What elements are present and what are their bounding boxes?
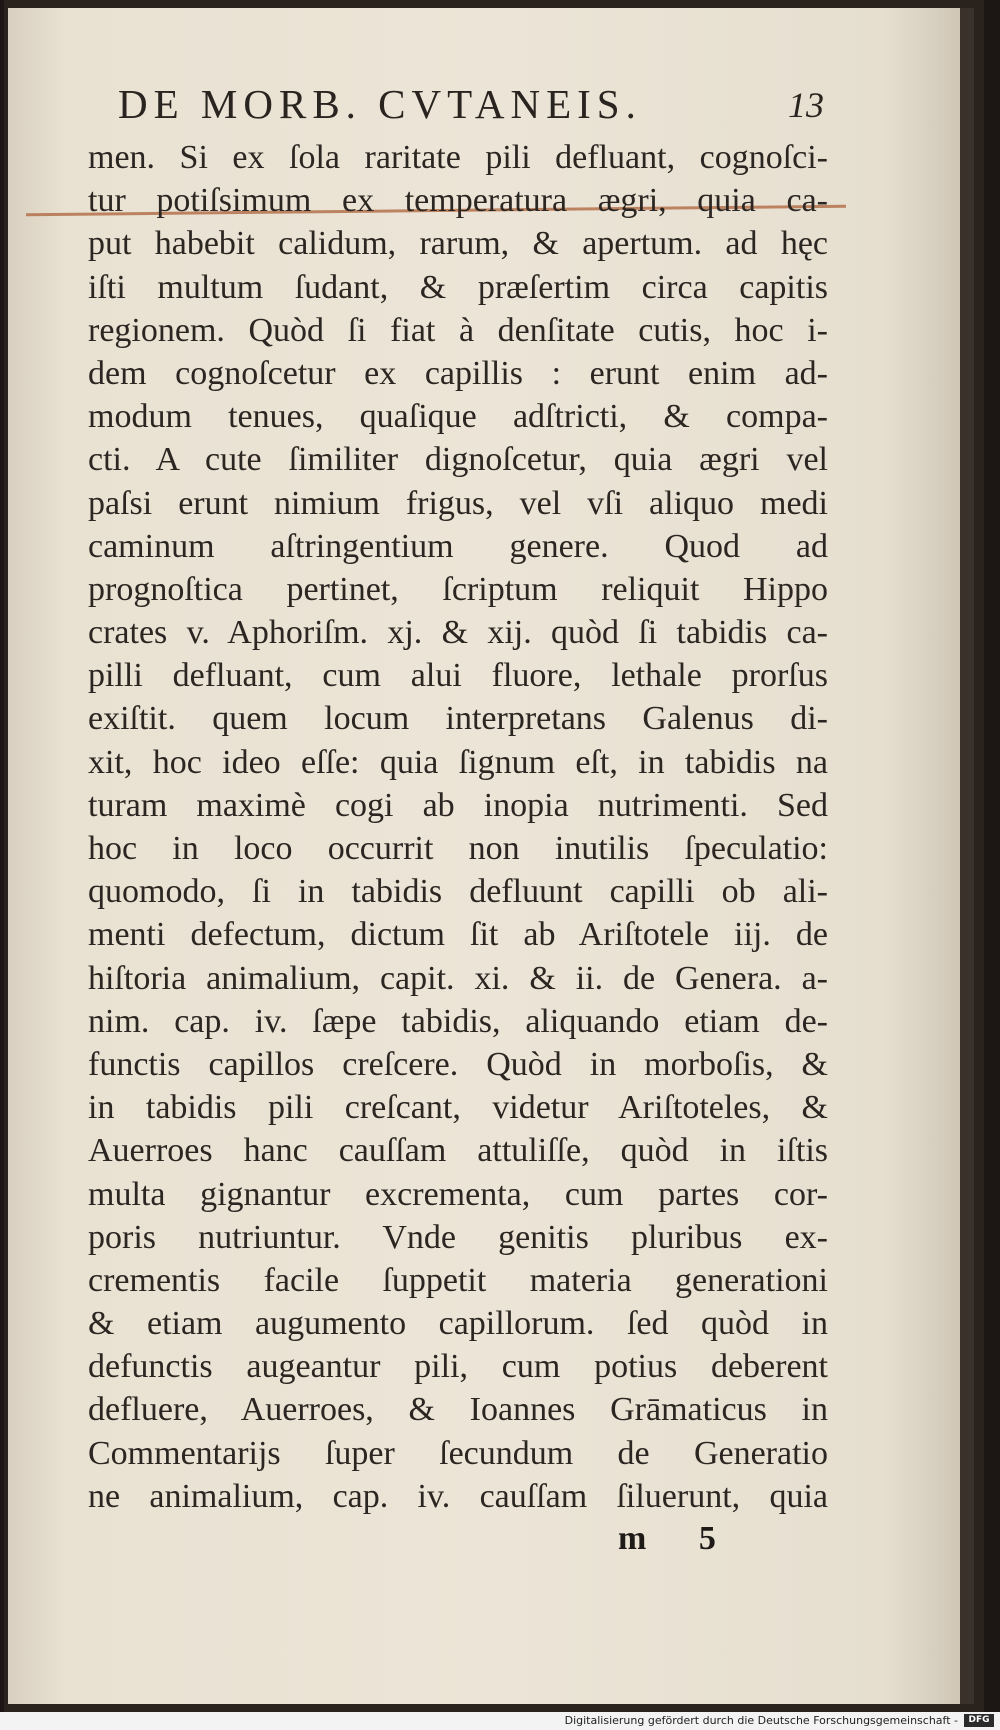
- page-number: 13: [788, 85, 824, 125]
- digitization-footer: [0, 1712, 1000, 1730]
- text-line: cti. A cute ſimiliter dignoſcetur, quia ægri vel: [88, 441, 828, 479]
- text-line: tur potiſsimum ex temperatura ægri, quia ca-: [88, 182, 828, 220]
- running-head: [8, 80, 948, 130]
- text-line: ne animalium, cap. iv. cauſſam ſiluerunt, quia: [88, 1477, 828, 1515]
- book-page: [8, 8, 974, 1704]
- text-line: in tabidis pili creſcant, videtur Ariſtoteles, &: [88, 1089, 828, 1127]
- text-line: & etiam augumento capillorum. ſed quòd in: [88, 1305, 828, 1343]
- text-line: exiſtit. quem locum interpretans Galenus di-: [88, 700, 828, 738]
- text-line: pilli defluant, cum alui fluore, lethale prorſus: [88, 657, 828, 695]
- text-line: modum tenues, quaſique adſtricti, & compa-: [88, 398, 828, 436]
- text-line: prognoſtica pertinet, ſcriptum reliquit Hippo: [88, 570, 828, 608]
- text-line: caminum aſtringentium genere. Quod ad: [88, 527, 828, 565]
- text-line: dem cognoſcetur ex capillis : erunt enim ad-: [88, 354, 828, 392]
- text-line: men. Si ex ſola raritate pili defluant, cognoſci-: [88, 139, 828, 176]
- text-line: crementis facile ſuppetit materia generationi: [88, 1261, 828, 1299]
- text-line: nim. cap. iv. ſæpe tabidis, aliquando etiam de-: [88, 1002, 828, 1040]
- text-line: paſsi erunt nimium frigus, vel vſi aliquo medi: [88, 484, 828, 522]
- text-line: hoc in loco occurrit non inutilis ſpeculatio:: [88, 830, 828, 867]
- text-line: quomodo, ſi in tabidis defluunt capilli ob ali-: [88, 873, 828, 911]
- text-line: menti defectum, dictum ſit ab Ariſtotele iij. de: [88, 916, 828, 954]
- text-line: turam maximè cogi ab inopia nutrimenti. Sed: [88, 786, 828, 824]
- text-line: Commentarijs ſuper ſecundum de Generatio: [88, 1434, 828, 1472]
- text-line: xit, hoc ideo eſſe: quia ſignum eſt, in tabidis na: [88, 743, 828, 781]
- text-line: defluere, Auerroes, & Ioannes Grāmaticus in: [88, 1391, 828, 1429]
- text-line: put habebit calidum, rarum, & apertum. ad hęc: [88, 225, 828, 263]
- text-line: crates v. Aphoriſm. xj. & xij. quòd ſi tabidis ca-: [88, 614, 828, 652]
- text-line: regionem. Quòd ſi fiat à denſitate cutis, hoc i-: [88, 311, 828, 349]
- running-title: DE MORB. CVTANEIS.: [118, 81, 642, 127]
- text-line: poris nutriuntur. Vnde genitis pluribus ex-: [88, 1218, 828, 1256]
- footer-credit: Digitalisierung gefördert durch die Deutsche Forschungsgemeinschaft -: [564, 1714, 958, 1727]
- text-line: iſti multum ſudant, & præſertim circa capitis: [88, 268, 828, 306]
- body-text: [88, 136, 828, 1518]
- text-line: Auerroes hanc cauſſam attuliſſe, quòd in iſtis: [88, 1132, 828, 1170]
- signature-mark: m 5: [618, 1520, 738, 1557]
- text-line: hiſtoria animalium, capit. xi. & ii. de Genera. a-: [88, 959, 828, 997]
- text-line: functis capillos creſcere. Quòd in morboſis, &: [88, 1045, 828, 1083]
- text-line: multa gignantur excrementa, cum partes cor-: [88, 1175, 828, 1213]
- dfg-logo-icon: DFG: [964, 1714, 994, 1727]
- text-line: defunctis augeantur pili, cum potius deberent: [88, 1348, 828, 1386]
